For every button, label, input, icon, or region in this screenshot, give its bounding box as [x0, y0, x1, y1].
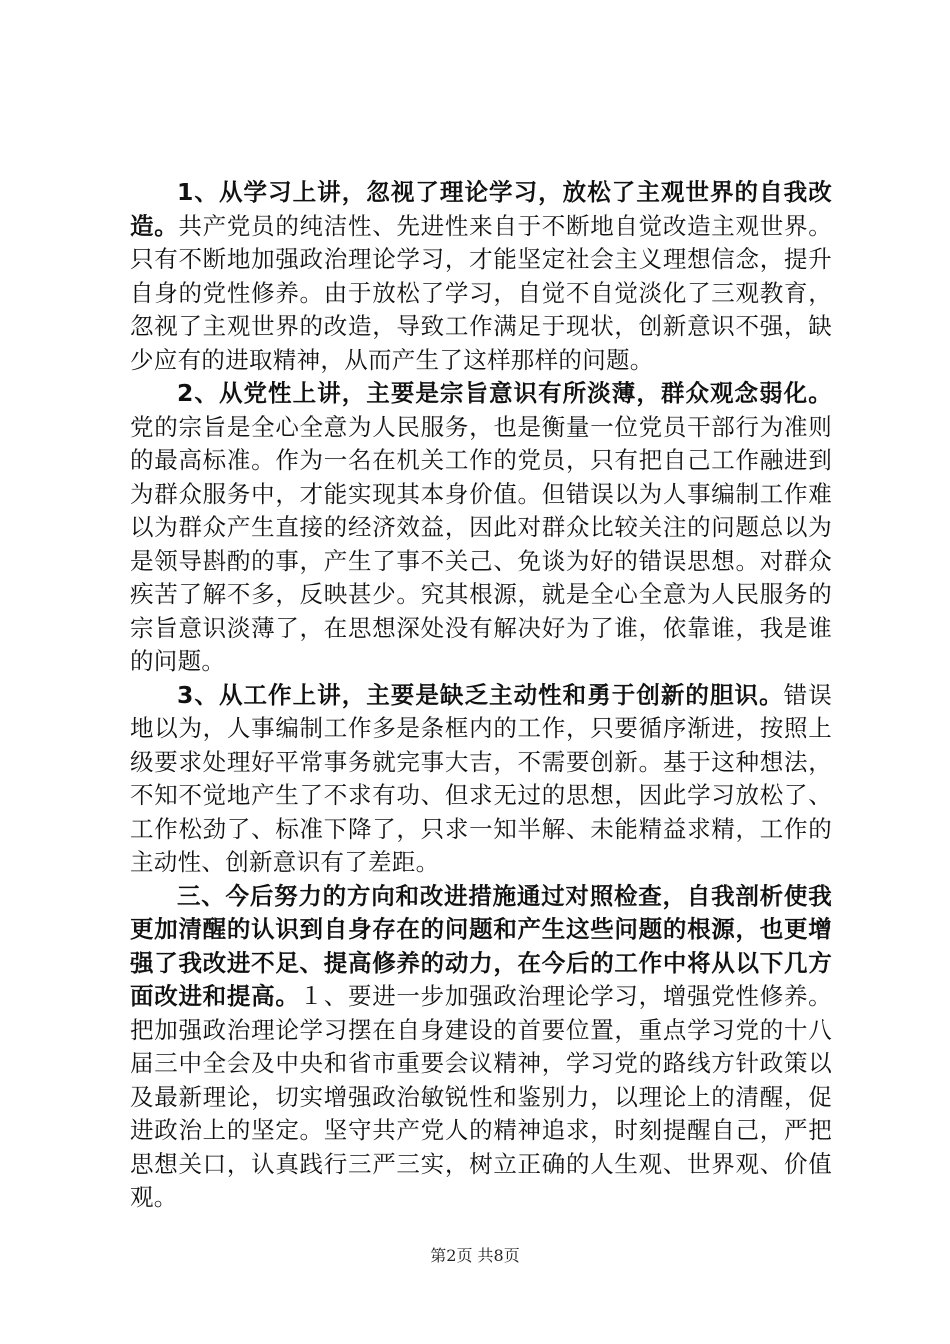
paragraph-study	[130, 176, 832, 377]
paragraph-heading: 2、从党性上讲，主要是宗旨意识有所淡薄，群众观念弱化。	[177, 379, 832, 407]
paragraph-text: 共产党员的纯洁性、先进性来自于不断地自觉改造主观世界。只有不断地加强政治理论学习，才能坚定社会主义理想信念，提升自身的党性修养。由于放松了学习，自觉不自觉淡化了三观教育，忽视了主观世界的改造，导致工作满足于现状，创新意识不强，缺少应有的进取精神，从而产生了这样那样的问题。	[130, 211, 832, 374]
paragraph-text: 错误地以为，人事编制工作多是条框内的工作，只要循序渐进，按照上级要求处理好平常事务就完事大吉，不需要创新。基于这种想法，不知不觉地产生了不求有功、但求无过的思想，因此学习放松了、工作松劲了、标准下降了，只求一知半解、未能精益求精，工作的主动性、创新意识有了差距。	[130, 680, 832, 876]
paragraph-heading: 三、今后努力的方向和改进措施通过对照检查，自我剖析使我更加清醒的认识到自身存在的问题和产生这些问题的根源，也更增强了我改进不足、提高修养的动力，在今后的工作中将从以下几方面改进和提高。	[130, 881, 832, 1010]
paragraph-improvement	[130, 880, 832, 1215]
paragraph-heading: 3、从工作上讲，主要是缺乏主动性和勇于创新的胆识。	[177, 680, 784, 709]
page-number: 第2页 共8页	[430, 1246, 520, 1265]
paragraph-text: １、要进一步加强政治理论学习，增强党性修养。把加强政治理论学习摆在自身建设的首要位置，重点学习党的十八届三中全会及中央和省市重要会议精神，学习党的路线方针政策以及最新理论，切实增强政治敏锐性和鉴别力，以理论上的清醒，促进政治上的坚定。坚守共产党人的精神追求，时刻提醒自己，严把思想关口，认真践行三严三实，树立正确的人生观、世界观、价值观。	[130, 982, 832, 1211]
document-body	[130, 176, 832, 1215]
paragraph-party-spirit	[130, 377, 832, 679]
paragraph-text: 党的宗旨是全心全意为人民服务，也是衡量一位党员干部行为准则的最高标准。作为一名在机关工作的党员，只有把自己工作融进到为群众服务中，才能实现其本身价值。但错误以为人事编制工作难以为群众产生直接的经济效益，因此对群众比较关注的问题总以为是领导斟酌的事，产生了事不关己、免谈为好的错误思想。对群众疾苦了解不多，反映甚少。究其根源，就是全心全意为人民服务的宗旨意识淡薄了，在思想深处没有解决好为了谁，依靠谁，我是谁的问题。	[130, 412, 832, 675]
paragraph-heading: 1、从学习上讲，忽视了理论学习，放松了主观世界的自我改造。	[130, 178, 832, 240]
paragraph-work	[130, 679, 832, 880]
page-footer	[0, 1243, 950, 1266]
